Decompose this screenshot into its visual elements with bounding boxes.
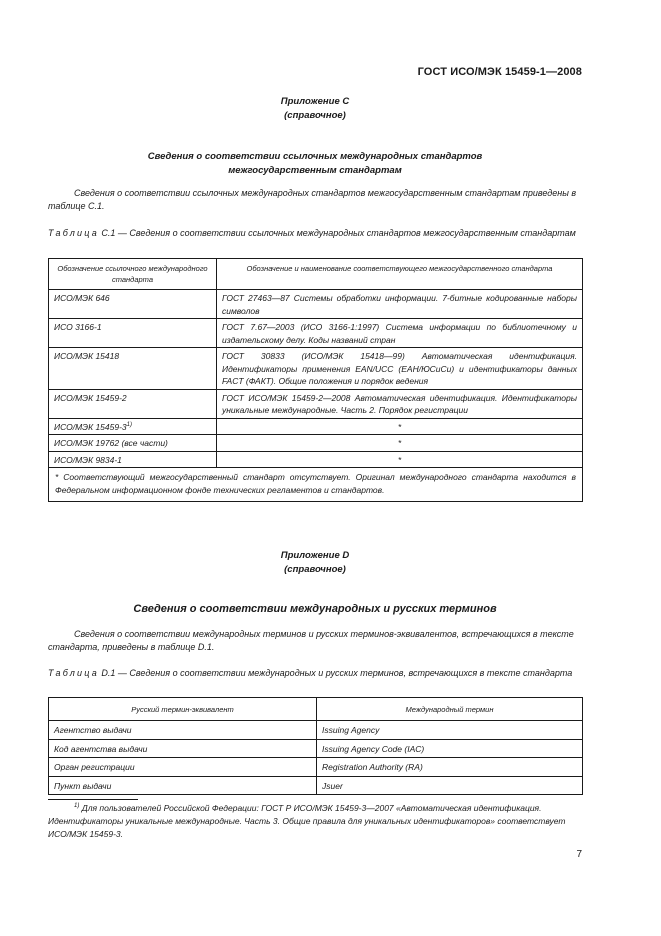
table-c1-col-intl: Обозначение ссылочного международного стандарта bbox=[49, 259, 217, 290]
footnote-mark: 1) bbox=[74, 803, 80, 810]
cell-gost: ГОСТ 7.67—2003 (ИСО 3166-1:1997) Система информации по библиотечному и издательскому делу. Коды названий стран bbox=[217, 319, 583, 348]
cell-ru: Орган регистрации bbox=[49, 758, 317, 777]
table-d1-header-row bbox=[49, 698, 583, 721]
table-row bbox=[49, 348, 583, 390]
annex-c-kind: (справочное) bbox=[284, 110, 346, 121]
table-c1-note: * Соответствующий межгосударственный стандарт отсутствует. Оригинал международного стандарта находится в Федеральном информационном фонде технических регламентов и стандартов. bbox=[49, 468, 583, 502]
table-c1-note-row bbox=[49, 468, 583, 502]
footnote-ref: 1) bbox=[126, 421, 132, 428]
table-c1-caption bbox=[48, 227, 582, 240]
cell-intl bbox=[49, 418, 217, 435]
table-d1-col-ru: Русский термин-эквивалент bbox=[49, 698, 317, 721]
cell-intl: ИСО/МЭК 19762 (все части) bbox=[49, 435, 217, 452]
table-c1-caption-text: С.1 — Сведения о соответствии ссылочных международных стандартов межгосударственным стандартам bbox=[98, 228, 576, 238]
annex-c-intro-text: Сведения о соответствии ссылочных международных стандартов межгосударственным стандартам приведены в таблице С.1. bbox=[48, 188, 577, 211]
table-d1-caption-text: D.1 — Сведения о соответствии международных и русских терминов, встречающихся в тексте стандарта bbox=[98, 668, 573, 678]
table-c1-caption-label: Таблица bbox=[48, 228, 99, 238]
cell-intl: ИСО/МЭК 15459-2 bbox=[49, 389, 217, 418]
cell-gost: * bbox=[217, 418, 583, 435]
annex-c-heading-line2: межгосударственным стандартам bbox=[228, 165, 402, 176]
table-row bbox=[49, 290, 583, 319]
table-row bbox=[49, 776, 583, 795]
cell-ru: Пункт выдачи bbox=[49, 776, 317, 795]
table-d1-caption bbox=[48, 667, 582, 680]
table-row bbox=[49, 758, 583, 777]
cell-intl-text: ИСО/МЭК 15459-3 bbox=[54, 421, 127, 432]
cell-en: Issuing Agency bbox=[317, 721, 583, 740]
cell-intl: ИСО/МЭК 9834-1 bbox=[49, 451, 217, 468]
cell-ru: Агентство выдачи bbox=[49, 721, 317, 740]
footnote-text: Для пользователей Российской Федерации: ГОСТ Р ИСО/МЭК 15459-3—2007 «Автоматическая идентификация. Идентификаторы уникальные международные. Часть 3. Общие правила для уникальных идентификаторов» соответствует ИСО/МЭК 15459-3. bbox=[48, 803, 566, 839]
cell-en: Jsuer bbox=[317, 776, 583, 795]
table-c1 bbox=[48, 258, 583, 502]
annex-d-title: Приложение D bbox=[280, 550, 350, 561]
annex-c-heading bbox=[48, 150, 582, 178]
cell-gost: * bbox=[217, 435, 583, 452]
page-number: 7 bbox=[576, 849, 582, 860]
annex-d-intro bbox=[48, 628, 582, 654]
annex-c-heading-line1: Сведения о соответствии ссылочных международных стандартов bbox=[147, 151, 483, 162]
table-row bbox=[49, 739, 583, 758]
annex-d-intro-text: Сведения о соответствии международных терминов и русских терминов-эквивалентов, встречающихся в тексте стандарта, приведены в таблице D.1. bbox=[48, 629, 574, 652]
table-row bbox=[49, 721, 583, 740]
cell-gost: * bbox=[217, 451, 583, 468]
annex-c-title: Приложение С bbox=[280, 96, 350, 107]
cell-en: Issuing Agency Code (IAC) bbox=[317, 739, 583, 758]
annex-d-heading: Сведения о соответствии международных и русских терминов bbox=[133, 603, 497, 615]
cell-gost: ГОСТ 30833 (ИСО/МЭК 15418—99) Автоматическая идентификация. Идентификаторы применения EAN/UCC (ЕАН/ЮСиСи) и идентификаторы данных FACT (ФАКТ). Общие положения и порядок ведения bbox=[217, 348, 583, 390]
table-d1-caption-label: Таблица bbox=[48, 668, 99, 678]
table-row bbox=[49, 451, 583, 468]
table-d1-col-en: Международный термин bbox=[317, 698, 583, 721]
annex-c-intro bbox=[48, 187, 582, 213]
footnote-separator bbox=[48, 799, 138, 800]
table-c1-header-row bbox=[49, 259, 583, 290]
table-c1-col-gost: Обозначение и наименование соответствующего межгосударственного стандарта bbox=[217, 259, 583, 290]
cell-intl: ИСО/МЭК 646 bbox=[49, 290, 217, 319]
cell-gost: ГОСТ ИСО/МЭК 15459-2—2008 Автоматическая идентификация. Идентификаторы уникальные международные. Часть 2. Порядок регистрации bbox=[217, 389, 583, 418]
table-row bbox=[49, 435, 583, 452]
cell-intl: ИСО/МЭК 15418 bbox=[49, 348, 217, 390]
cell-ru: Код агентства выдачи bbox=[49, 739, 317, 758]
document-header: ГОСТ ИСО/МЭК 15459-1—2008 bbox=[417, 66, 582, 78]
table-d1 bbox=[48, 697, 583, 795]
cell-gost: ГОСТ 27463—87 Системы обработки информации. 7-битные кодированные наборы символов bbox=[217, 290, 583, 319]
table-row bbox=[49, 319, 583, 348]
cell-en: Registration Authority (RA) bbox=[317, 758, 583, 777]
cell-intl: ИСО 3166-1 bbox=[49, 319, 217, 348]
table-row bbox=[49, 418, 583, 435]
annex-d-kind: (справочное) bbox=[284, 564, 346, 575]
footnote bbox=[48, 802, 582, 841]
table-row bbox=[49, 389, 583, 418]
